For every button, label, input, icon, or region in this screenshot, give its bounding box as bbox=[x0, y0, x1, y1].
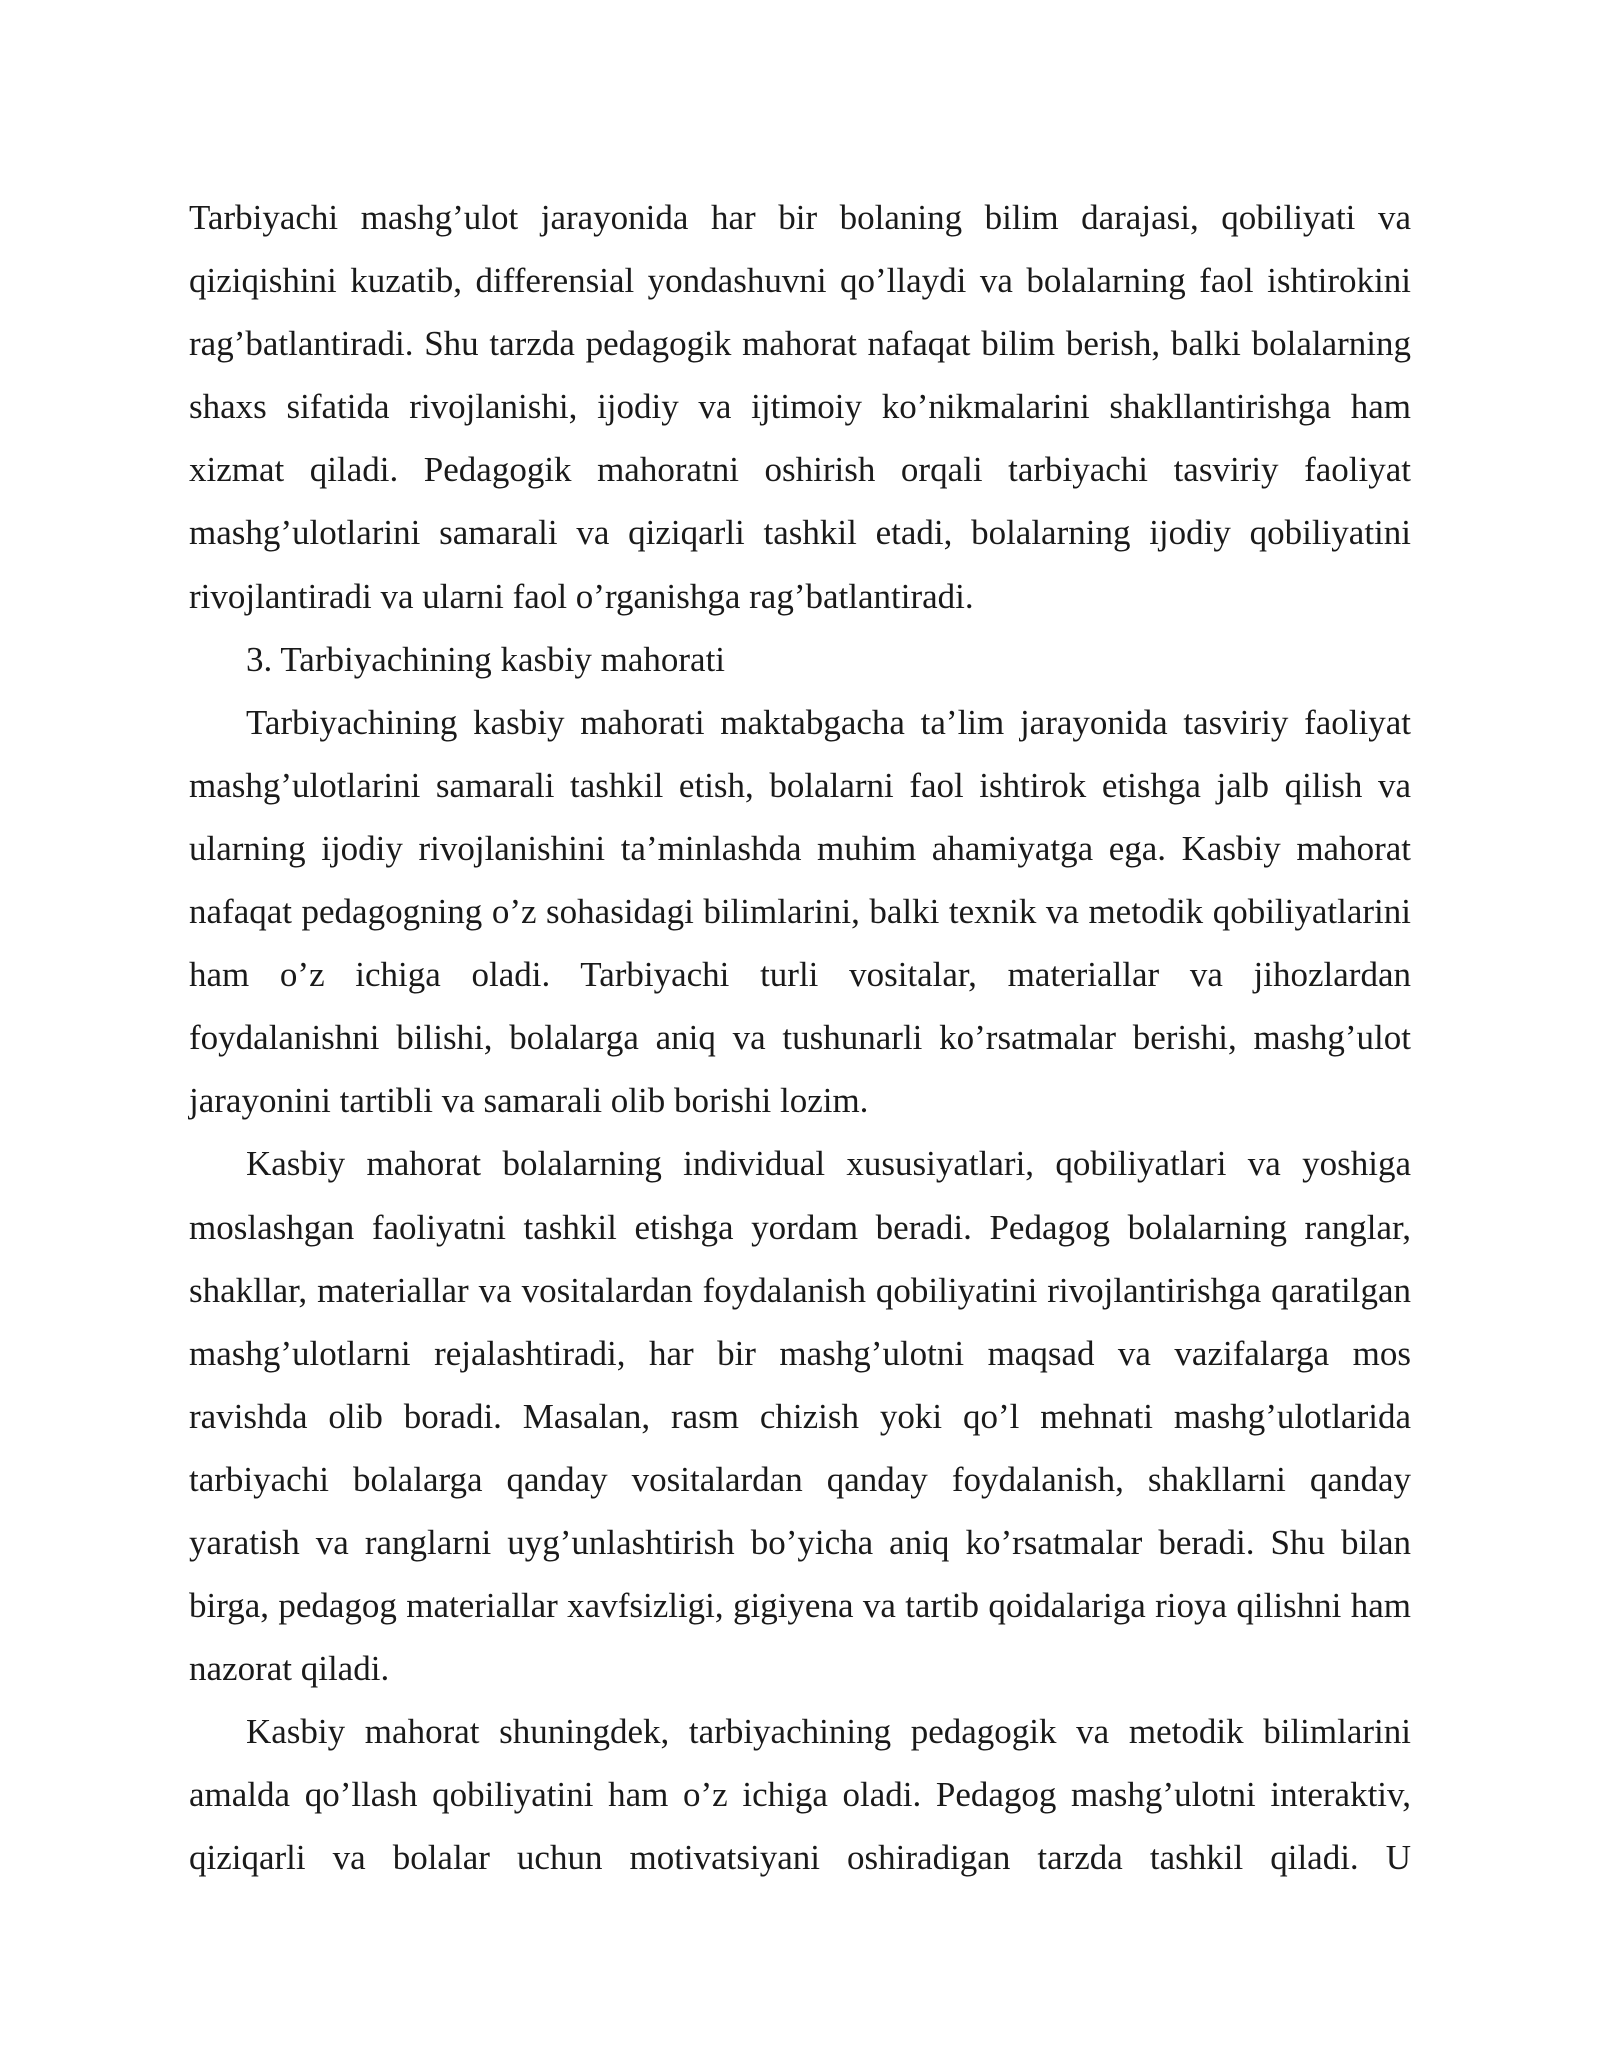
section-heading: 3. Tarbiyachining kasbiy mahorati bbox=[246, 639, 726, 679]
paragraph-professional-skill: Tarbiyachining kasbiy mahorati maktabgacha ta’lim jarayonida tasviriy faoliyat mashg’ulotlarini samarali tashkil etish, bolalarni faol ishtirok etishga jalb qilish va ularning ijodiy rivojlanishini ta’minlashda muhim ahamiyatga ega. Kasbiy mahorat nafaqat pedagogning o’z sohasidagi bilimlarini, balki texnik va metodik qobiliyatlarini ham o’z ichiga oladi. Tarbiyachi turli vositalar, materiallar va jihozlardan foydalanishni bilishi, bolalarga aniq va tushunarli ko’rsatmalar berishi, mashg’ulot jarayonini tartibli va samarali olib borishi lozim. bbox=[189, 702, 1411, 1121]
document-page bbox=[189, 186, 1411, 1890]
paragraph-intro: Tarbiyachi mashg’ulot jarayonida har bir bolaning bilim darajasi, qobiliyati va qiziqishini kuzatib, differensial yondashuvni qo’llaydi va bolalarning faol ishtirokini rag’batlantiradi. Shu tarzda pedagogik mahorat nafaqat bilim berish, balki bolalarning shaxs sifatida rivojlanishi, ijodiy va ijtimoiy ko’nikmalarini shakllantirishga ham xizmat qiladi. Pedagogik mahoratni oshirish orqali tarbiyachi tasviriy faoliyat mashg’ulotlarini samarali va qiziqarli tashkil etadi, bolalarning ijodiy qobiliyatini rivojlantiradi va ularni faol o’rganishga rag’batlantiradi. bbox=[189, 198, 1411, 616]
paragraph-methodical-knowledge: Kasbiy mahorat shuningdek, tarbiyachining pedagogik va metodik bilimlarini amalda qo’llash qobiliyatini ham o’z ichiga oladi. Pedagog mashg’ulotni interaktiv, qiziqarli va bolalar uchun motivatsiyani oshiradigan tarzda tashkil qiladi. U bbox=[189, 1712, 1411, 1878]
paragraph-individual-features: Kasbiy mahorat bolalarning individual xususiyatlari, qobiliyatlari va yoshiga moslashgan faoliyatni tashkil etishga yordam beradi. Pedagog bolalarning ranglar, shakllar, materiallar va vositalardan foydalanish qobiliyatini rivojlantirishga qaratilgan mashg’ulotlarni rejalashtiradi, har bir mashg’ulotni maqsad va vazifalarga mos ravishda olib boradi. Masalan, rasm chizish yoki qo’l mehnati mashg’ulotlarida tarbiyachi bolalarga qanday vositalardan qanday foydalanish, shakllarni qanday yaratish va ranglarni uyg’unlashtirish bo’yicha aniq ko’rsatmalar beradi. Shu bilan birga, pedagog materiallar xavfsizligi, gigiyena va tartib qoidalariga rioya qilishni ham nazorat qiladi. bbox=[189, 1144, 1411, 1689]
